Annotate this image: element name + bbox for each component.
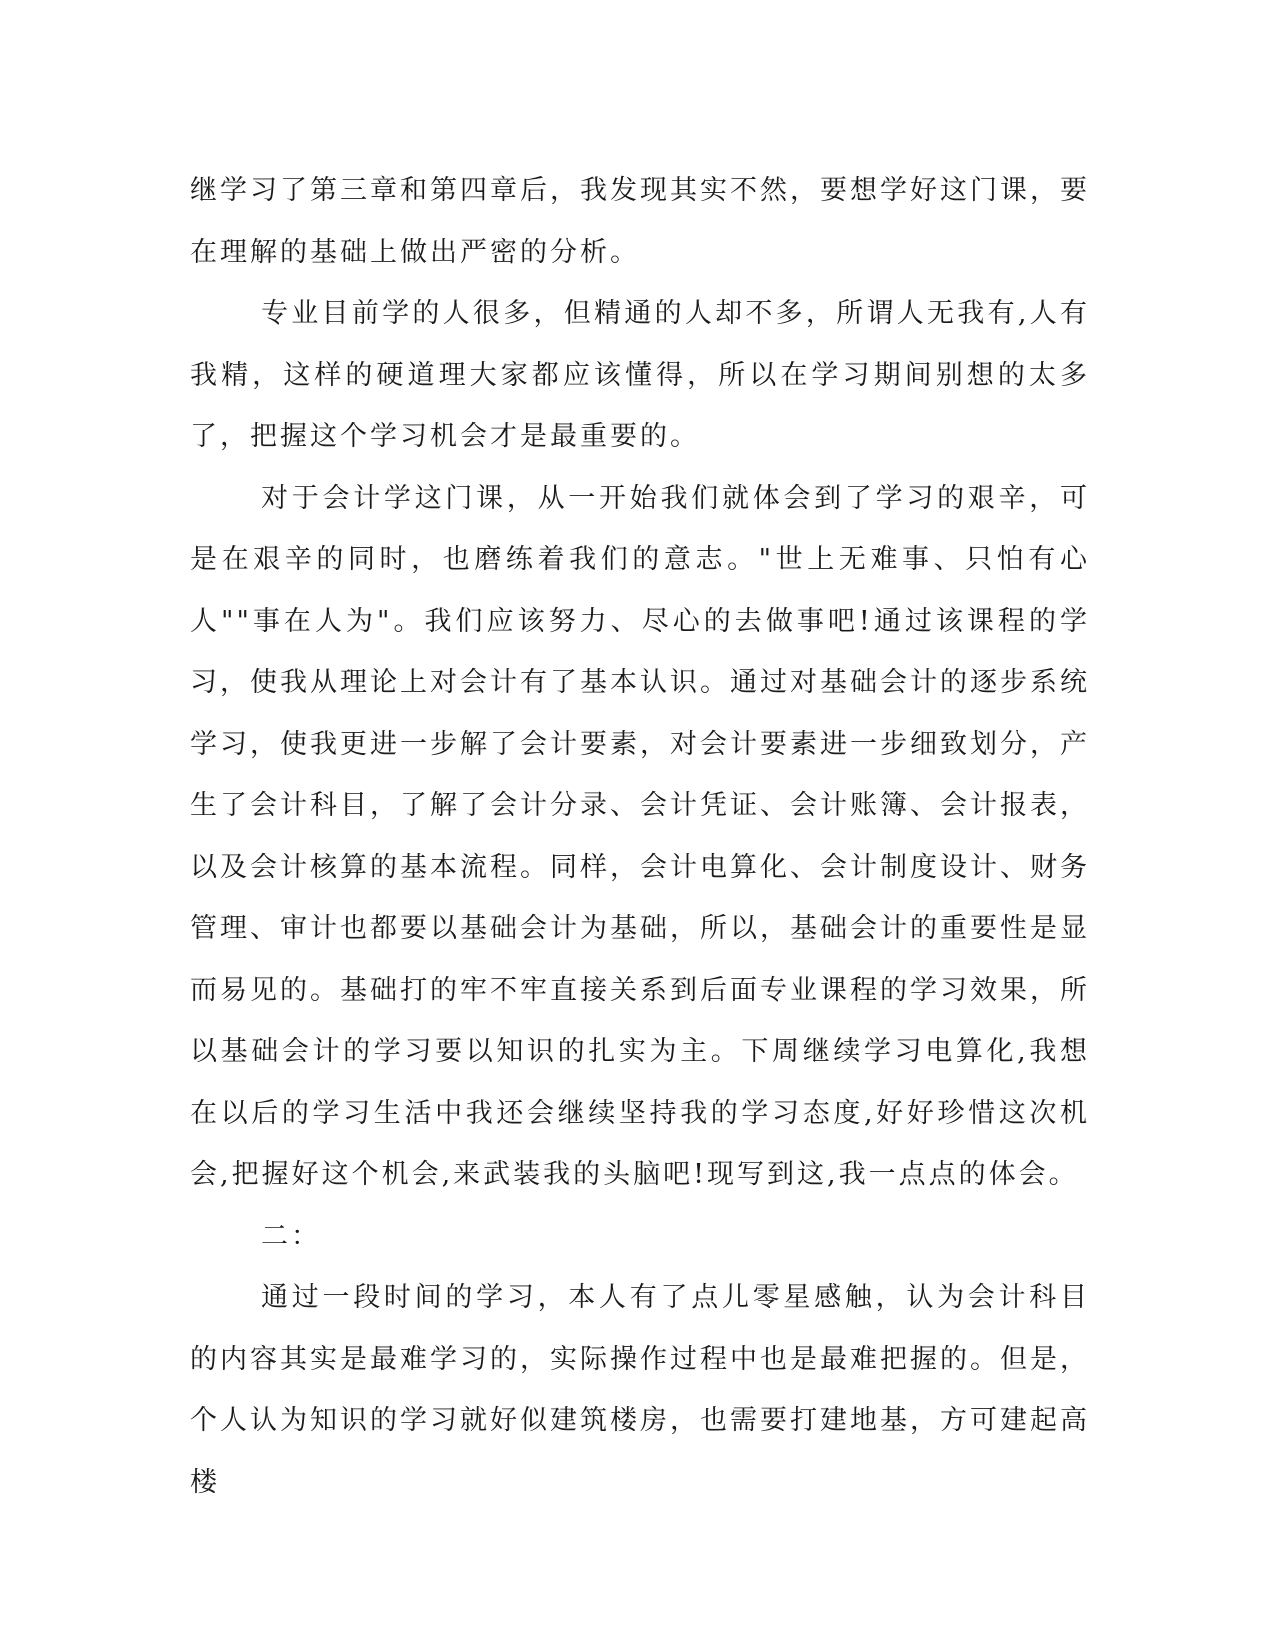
- section-heading-two: 二：: [261, 1220, 321, 1252]
- paragraph-2: 专业目前学的人很多，但精通的人却不多，所谓人无我有,人有我精，这样的硬道理大家都应该懂得，所以在学习期间别想的太多了，把握这个学习机会才是最重要的。: [190, 298, 1090, 452]
- paragraph-4: 通过一段时间的学习，本人有了点儿零星感触，认为会计科目的内容其实是最难学习的，实际操作过程中也是最难把握的。但是，个人认为知识的学习就好似建筑楼房，也需要打建地基，方可建起高楼: [190, 1282, 1090, 1498]
- document-body: [190, 160, 1090, 1513]
- paragraph-3: 对于会计学这门课，从一开始我们就体会到了学习的艰辛，可是在艰辛的同时，也磨练着我们的意志。"世上无难事、只怕有心人""事在人为"。我们应该努力、尽心的去做事吧!通过该课程的学习，使我从理论上对会计有了基本认识。通过对基础会计的逐步系统学习，使我更进一步解了会计要素，对会计要素进一步细致划分，产生了会计科目，了解了会计分录、会计凭证、会计账簿、会计报表，以及会计核算的基本流程。同样，会计电算化、会计制度设计、财务管理、审计也都要以基础会计为基础，所以，基础会计的重要性是显而易见的。基础打的牢不牢直接关系到后面专业课程的学习效果，所以基础会计的学习要以知识的扎实为主。下周继续学习电算化,我想在以后的学习生活中我还会继续坚持我的学习态度,好好珍惜这次机会,把握好这个机会,来武装我的头脑吧!现写到这,我一点点的体会。: [190, 482, 1090, 1190]
- paragraph-1: 继学习了第三章和第四章后，我发现其实不然，要想学好这门课，要在理解的基础上做出严密的分析。: [190, 175, 1090, 268]
